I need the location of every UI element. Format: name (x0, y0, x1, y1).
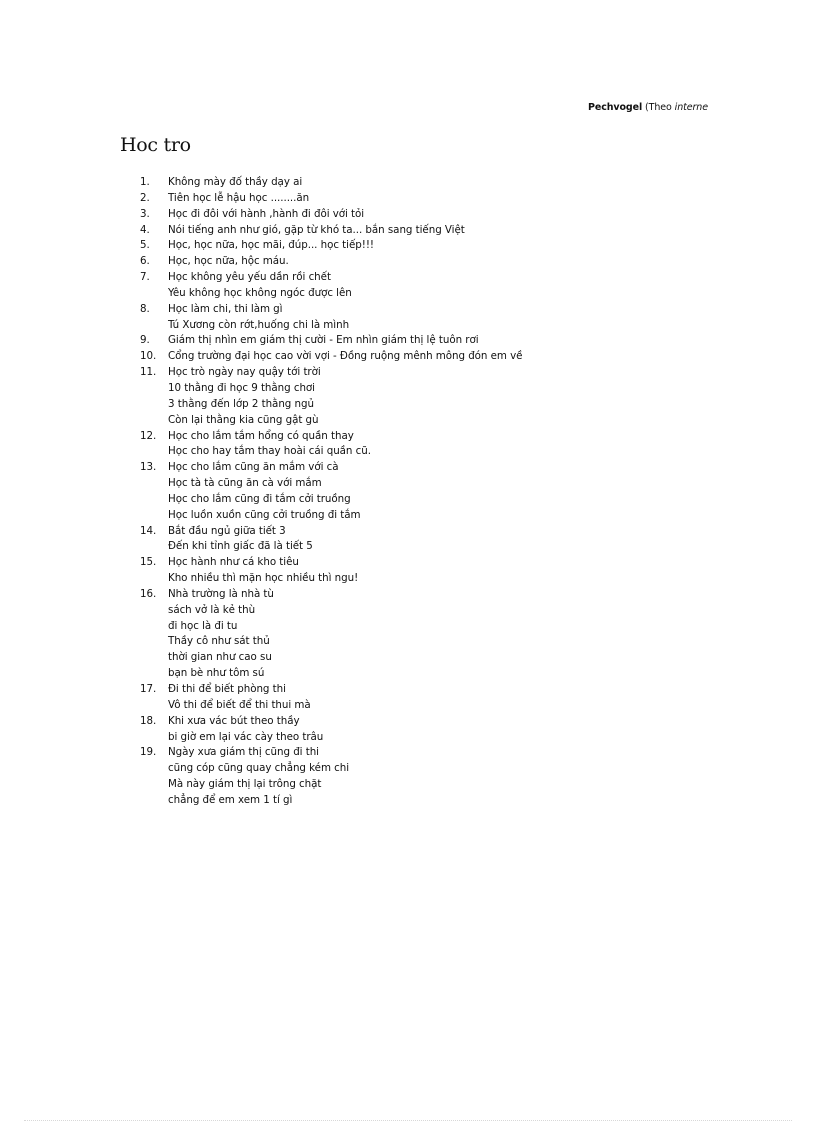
list-item-line: Học hành như cá kho tiêu (168, 556, 299, 569)
list-item-text (168, 238, 374, 254)
list-item-line: cũng cóp cũng quay chẳng kém chi (168, 762, 350, 775)
list-item (140, 270, 522, 302)
list-item-line: đi học là đi tu (168, 619, 238, 632)
list-item-number: 13. (140, 461, 157, 474)
list-item-text (168, 682, 311, 714)
list-item-line: Nói tiếng anh như gió, gặp từ khó ta... bắn sang tiếng Việt (168, 223, 465, 236)
list-item (140, 302, 522, 334)
list-item-line: Thầy cô như sát thủ (168, 635, 270, 648)
list-item-line: Vô thi để biết để thi thui mà (168, 698, 311, 711)
list-item-line: Bắt đầu ngủ giữa tiết 3 (168, 524, 286, 537)
list-item-line: Học, học nữa, học mãi, đúp... học tiếp!!! (168, 239, 374, 252)
list-item-text (168, 191, 309, 207)
list-item-number: 8. (140, 302, 150, 315)
list-item (140, 238, 522, 254)
list-item-text (168, 302, 349, 334)
list-item (140, 175, 522, 191)
numbered-list (140, 175, 522, 809)
list-item-line: bạn bè như tôm sú (168, 667, 265, 680)
list-item-line: Kho nhiều thì mặn học nhiều thì ngu! (168, 572, 359, 585)
list-item-number: 15. (140, 556, 157, 569)
source-name: interne (674, 102, 708, 113)
list-item-text (168, 524, 313, 556)
list-item-number: 3. (140, 207, 150, 220)
list-item-text (168, 460, 360, 523)
list-item-number: 5. (140, 239, 150, 252)
list-item-line: Học cho lắm tắm hổng có quần thay (168, 429, 354, 442)
list-item-line: Học đi đôi với hành ,hành đi đôi với tỏi (168, 207, 365, 220)
list-item-number: 14. (140, 524, 157, 537)
list-item-text (168, 365, 321, 428)
list-item-text (168, 587, 274, 682)
list-item (140, 365, 522, 428)
list-item-number: 16. (140, 587, 157, 600)
list-item-line: Cổng trường đại học cao vời vợi - Đồng ruộng mênh mông đón em về (168, 350, 523, 363)
list-item-line: Học không yêu yếu dần rồi chết (168, 271, 331, 284)
list-item-text (168, 270, 352, 302)
list-item-number: 1. (140, 176, 150, 188)
list-item-number: 7. (140, 271, 150, 284)
list-item (140, 429, 522, 461)
list-item-line: sách vở là kẻ thù (168, 603, 256, 616)
list-item-number: 19. (140, 746, 157, 759)
list-item-line: Học cho lắm cũng ăn mắm với cà (168, 461, 339, 474)
list-item-number: 10. (140, 350, 157, 363)
list-item-line: chẳng để em xem 1 tí gì (168, 793, 293, 806)
list-item (140, 207, 522, 223)
list-item-text (168, 745, 349, 808)
list-item (140, 555, 522, 587)
list-item (140, 333, 522, 349)
list-item-text (168, 207, 364, 223)
list-item-line: Học trò ngày nay quậy tới trời (168, 366, 321, 379)
list-item (140, 587, 522, 682)
list-item (140, 524, 522, 556)
list-item-text (168, 714, 323, 746)
list-item-number: 17. (140, 683, 157, 695)
page-bottom-divider (24, 1120, 792, 1121)
list-item-line: Học luồn xuồn cũng cởi truồng đi tắm (168, 508, 361, 521)
list-item-line: Còn lại thằng kia cũng gật gù (168, 413, 319, 426)
list-item-line: Học tà tà cũng ăn cà với mắm (168, 477, 322, 490)
list-item-line: Đến khi tỉnh giấc đã là tiết 5 (168, 540, 313, 553)
list-item-line: Học cho hay tắm thay hoài cái quần cũ. (168, 445, 371, 458)
list-item (140, 460, 522, 523)
author-name: Pechvogel (588, 102, 643, 113)
list-item-line: thời gian như cao su (168, 651, 272, 664)
list-item-text (168, 429, 371, 461)
list-item-line: Khi xưa vác bút theo thầy (168, 714, 300, 727)
list-item-line: Học, học nữa, hộc máu. (168, 255, 289, 268)
list-item (140, 745, 522, 808)
list-item-text (168, 175, 302, 191)
list-item-line: Tiên học lễ hậu học ........ăn (168, 191, 310, 204)
list-item-line: Ngày xưa giám thị cũng đi thi (168, 746, 319, 759)
list-item-line: Học làm chi, thi làm gì (168, 302, 283, 315)
list-item-number: 6. (140, 255, 150, 268)
list-item (140, 223, 522, 239)
list-item-number: 11. (140, 366, 157, 379)
list-item-number: 18. (140, 714, 157, 727)
list-item-line: bi giờ em lại vác cày theo trâu (168, 730, 324, 743)
list-item-line: Tú Xương còn rớt,huống chi là mình (168, 318, 350, 331)
list-item (140, 714, 522, 746)
list-item (140, 349, 522, 365)
list-item-text (168, 349, 522, 365)
list-item-line: Nhà trường là nhà tù (168, 587, 274, 600)
list-item-text (168, 333, 479, 349)
list-item-number: 2. (140, 191, 150, 204)
list-item-text (168, 223, 465, 239)
list-item-number: 4. (140, 223, 150, 236)
list-item-text (168, 555, 358, 587)
list-item (140, 254, 522, 270)
page-header (588, 102, 708, 113)
list-item-number: 9. (140, 334, 150, 347)
list-item-line: Yêu không học không ngóc được lên (168, 286, 352, 299)
list-item (140, 682, 522, 714)
page-title: Hoc tro (120, 134, 191, 156)
list-item (140, 191, 522, 207)
list-item-line: Mà này giám thị lại trông chặt (168, 778, 322, 791)
list-item-line: Không mày đố thầy dạy ai (168, 176, 303, 188)
list-item-line: Đi thi để biết phòng thi (168, 683, 286, 695)
list-item-number: 12. (140, 429, 157, 442)
list-item-line: Học cho lắm cũng đi tắm cởi truồng (168, 492, 351, 505)
list-item-text (168, 254, 289, 270)
list-item-line: 3 thằng đến lớp 2 thằng ngủ (168, 397, 314, 410)
source-prefix: (Theo (642, 102, 675, 113)
list-item-line: Giám thị nhìn em giám thị cười - Em nhìn giám thị lệ tuôn rơi (168, 334, 479, 347)
list-item-line: 10 thằng đi học 9 thằng chơi (168, 381, 315, 394)
